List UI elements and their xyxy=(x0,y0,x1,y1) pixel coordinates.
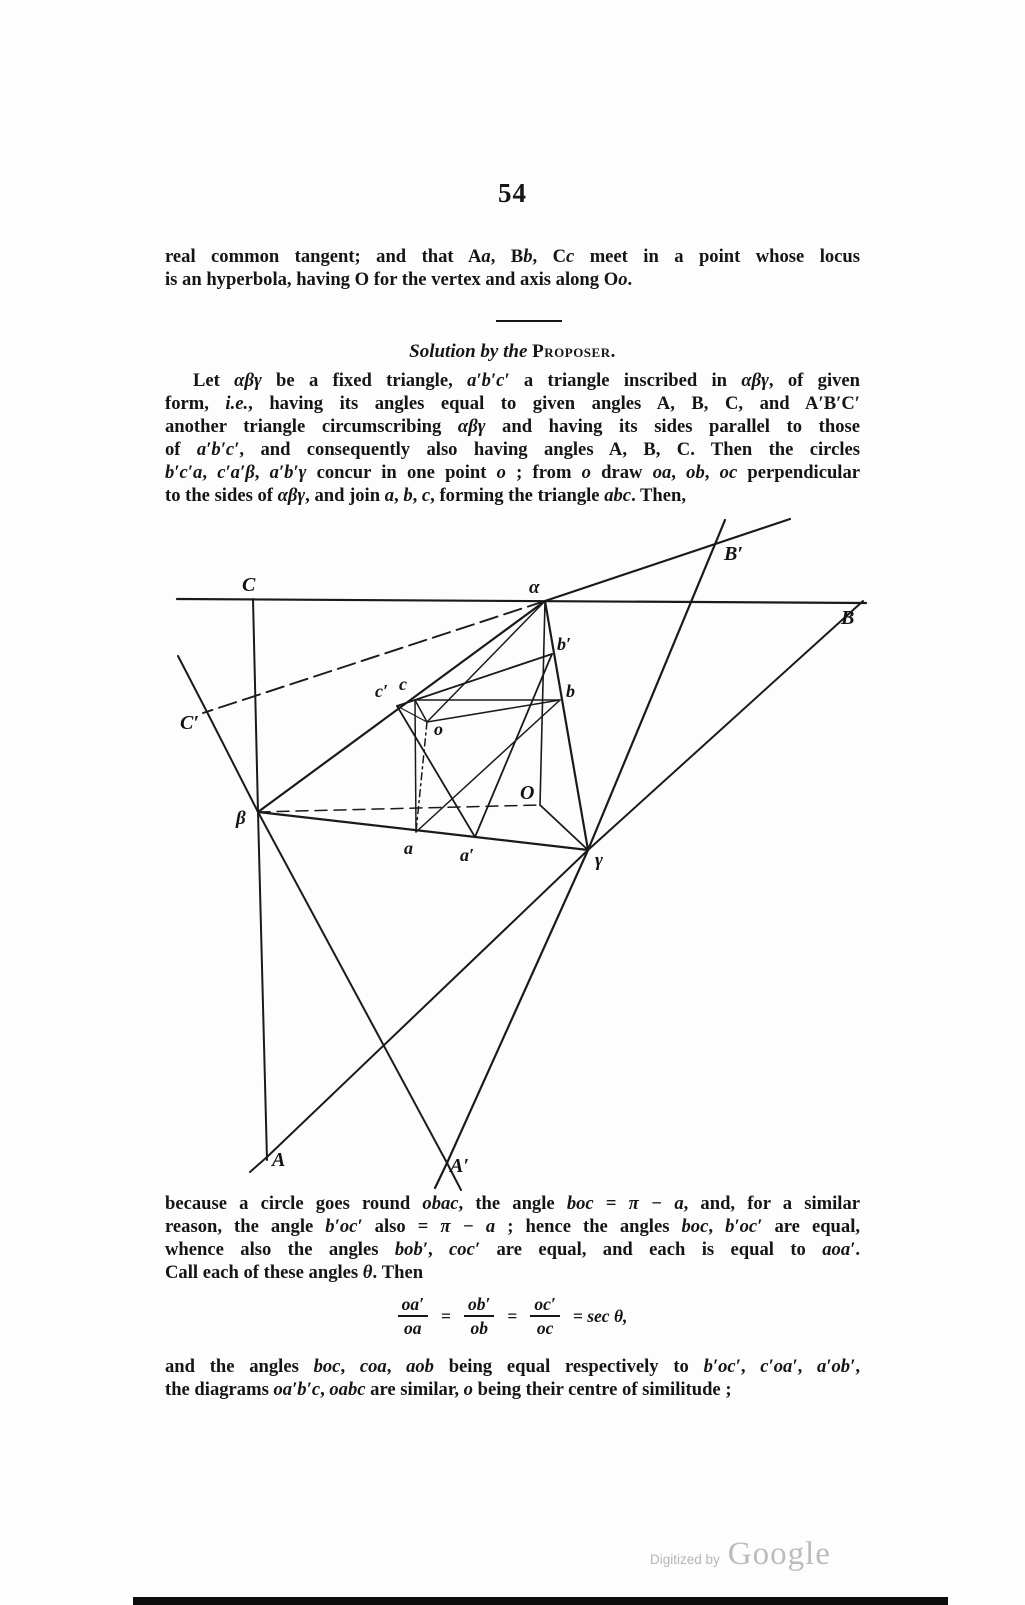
text-line: real common tangent; and that Aa, Bb, Cc meet in a point whose locus xyxy=(165,246,860,267)
figure-label-alpha: α xyxy=(529,577,540,598)
figure-label-c2: c′ xyxy=(375,681,389,701)
figure-label-A: A xyxy=(272,1149,286,1171)
equals-sign: = xyxy=(441,1305,451,1326)
figure-label-C2: C′ xyxy=(180,712,199,734)
solution-heading: Solution by the Proposer. xyxy=(409,341,616,362)
line-o-a xyxy=(416,722,427,832)
figure-label-gamma: γ xyxy=(595,850,603,871)
line-a-c xyxy=(415,700,416,832)
line-A2B2 xyxy=(435,520,725,1188)
text-line: the diagrams oa′b′c, oabc are similar, o being their centre of similitude ; xyxy=(165,1379,732,1400)
triangle-alpha-beta-gamma-lines xyxy=(258,601,588,850)
paragraph-conclusion xyxy=(165,1355,860,1401)
figure-label-o: o xyxy=(434,719,443,739)
text-line: of a′b′c′, and consequently also having angles A, B, C. Then the circles xyxy=(165,439,860,460)
formula-tail: = sec θ, xyxy=(572,1305,628,1326)
fraction-denominator: ob xyxy=(470,1318,488,1339)
figure-label-b: b xyxy=(566,681,575,701)
text-line: Call each of these angles θ. Then xyxy=(165,1262,424,1283)
figure-label-B: B xyxy=(841,607,855,629)
text-line: Let αβγ be a fixed triangle, a′b′c′ a triangle inscribed in αβγ, of given xyxy=(193,370,861,391)
text-line: because a circle goes round obac, the angle boc = π − a, and, for a similar xyxy=(165,1193,861,1214)
text-line: and the angles boc, coa, aob being equal respectively to b′oc′, c′oa′, a′ob′, xyxy=(165,1356,860,1377)
line-alpha-beta xyxy=(258,601,545,812)
figure-label-c: c xyxy=(399,674,407,694)
point-O-lines xyxy=(258,601,588,850)
fraction-oa xyxy=(398,1294,428,1338)
triangle-a2b2c2-lines xyxy=(397,654,552,837)
google-logo-text: Google xyxy=(727,1536,831,1572)
triangle-ABC-lines xyxy=(177,599,866,1172)
text-line: another triangle circumscribing αβγ and having its sides parallel to those xyxy=(165,416,860,437)
fraction-oc xyxy=(530,1294,559,1338)
figure-label-b2: b′ xyxy=(557,634,572,654)
digitized-by-text: Digitized by xyxy=(650,1552,720,1567)
text-line: reason, the angle b′oc′ also = π − a ; hence the angles boc, b′oc′ are equal, xyxy=(165,1216,861,1237)
text-line: whence also the angles bob′, coc′ are equal, and each is equal to aoa′. xyxy=(165,1239,860,1260)
line-beta-O xyxy=(258,805,540,812)
line-CA xyxy=(253,599,267,1160)
fraction-denominator: oa xyxy=(404,1318,422,1339)
line-CB xyxy=(177,599,866,603)
text-line: is an hyperbola, having O for the vertex and axis along Oo. xyxy=(165,269,633,290)
equals-sign: = xyxy=(507,1305,518,1326)
figure-label-B2: B′ xyxy=(724,543,743,565)
figure-labels xyxy=(180,543,854,1177)
fraction-numerator: ob′ xyxy=(464,1294,494,1317)
fraction-denominator: oc xyxy=(536,1318,554,1339)
text-line: form, i.e., having its angles equal to given angles A, B, C, and A′B′C′ xyxy=(165,393,860,414)
paragraph-proof xyxy=(165,1192,860,1284)
fraction-numerator: oc′ xyxy=(530,1294,559,1317)
line-b2-c2 xyxy=(397,654,552,706)
google-watermark xyxy=(650,1536,831,1573)
line-a2-b2 xyxy=(475,654,552,837)
line-B2C2-right xyxy=(545,519,790,601)
fraction-numerator: oa′ xyxy=(398,1294,428,1317)
figure-label-A2: A′ xyxy=(450,1155,469,1177)
line-A2C2 xyxy=(178,656,461,1190)
fraction-ob xyxy=(464,1294,494,1338)
line-AB xyxy=(250,601,863,1172)
text-line: b′c′a, c′a′β, a′b′γ concur in one point o ; from o draw oa, ob, oc perpendicular xyxy=(165,462,861,483)
point-o-lines xyxy=(397,601,560,832)
scan-edge-bar xyxy=(133,1597,948,1605)
page-number: 54 xyxy=(498,178,527,208)
text-line: to the sides of αβγ, and join a, b, c, forming the triangle abc. Then, xyxy=(165,485,687,506)
triangle-A2B2C2-lines xyxy=(178,519,790,1190)
figure-label-C: C xyxy=(242,574,256,596)
figure-label-a2: a′ xyxy=(460,845,475,865)
figure-label-beta: β xyxy=(236,808,246,829)
figure-label-a: a xyxy=(404,838,413,858)
figure-label-O: O xyxy=(520,782,535,804)
formula xyxy=(165,1294,860,1338)
line-beta-gamma xyxy=(258,812,588,850)
